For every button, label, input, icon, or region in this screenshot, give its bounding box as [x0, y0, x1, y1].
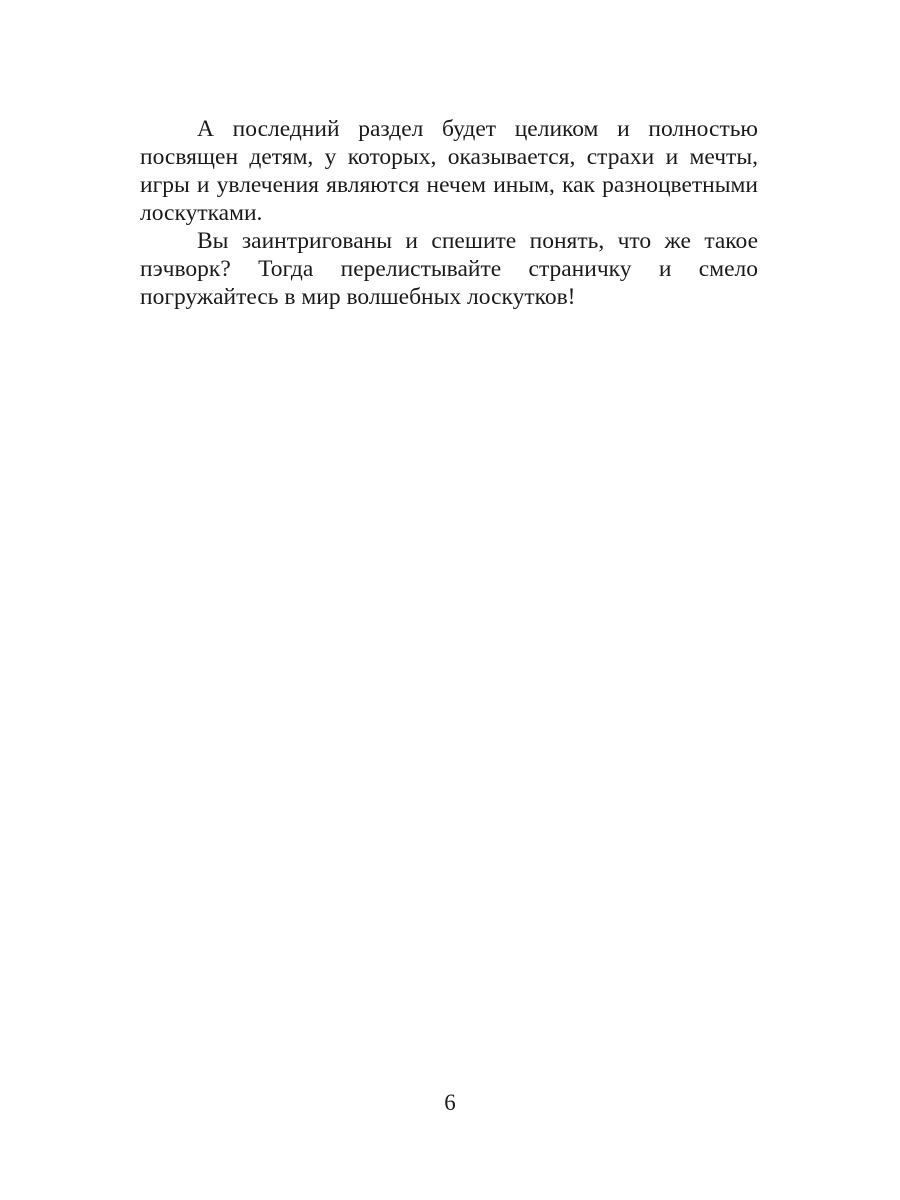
page-number: 6: [444, 1090, 456, 1115]
paragraph-invitation: Вы заинтригованы и спешите понять, что же такое пэчворк? Тогда перелистывайте страничку и смело погружайтесь в мир волшебных лоскутков!: [140, 228, 758, 310]
paragraph-last-section: А последний раздел будет целиком и полностью посвящен детям, у которых, оказывается, страхи и мечты, игры и увлечения являются нечем иным, как разноцветными лоскутками.: [140, 116, 758, 226]
body-text: [140, 115, 758, 311]
